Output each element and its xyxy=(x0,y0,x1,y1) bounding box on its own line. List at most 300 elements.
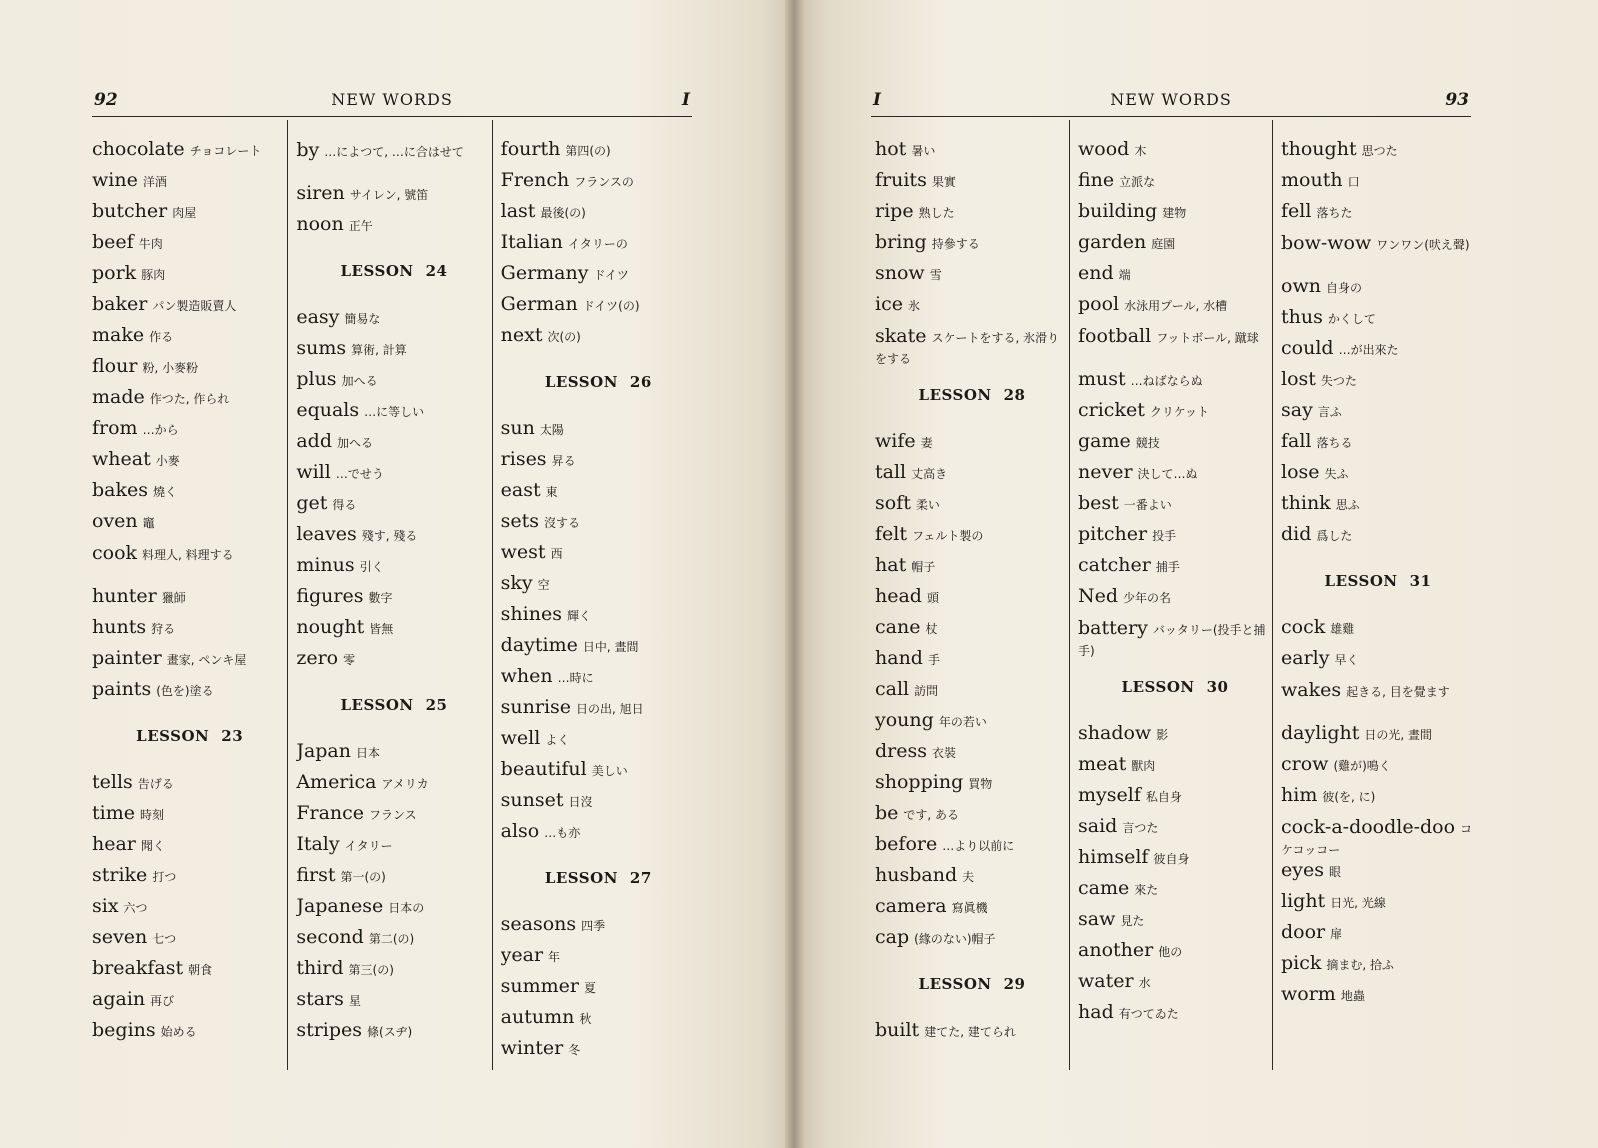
english-word: crow xyxy=(1281,753,1329,775)
vocab-entry xyxy=(1078,550,1272,581)
japanese-gloss: 失つた xyxy=(1320,374,1357,388)
vocab-entry xyxy=(1078,320,1272,364)
english-word: daytime xyxy=(500,634,578,656)
english-word: thus xyxy=(1281,306,1323,328)
english-word: never xyxy=(1078,461,1133,483)
japanese-gloss: スケートをする, 氷滑りをする xyxy=(875,331,1060,366)
vocab-entry xyxy=(92,984,287,1015)
japanese-gloss: 空 xyxy=(537,578,550,592)
left-page xyxy=(0,0,785,1148)
english-word: add xyxy=(296,430,332,452)
japanese-gloss: 星 xyxy=(348,994,361,1008)
vocab-entry xyxy=(1281,855,1475,886)
japanese-gloss: …も亦 xyxy=(544,826,581,840)
english-word: first xyxy=(296,864,336,886)
vocab-entry xyxy=(1281,364,1475,395)
english-word: light xyxy=(1281,890,1326,912)
japanese-gloss: …に等しい xyxy=(364,405,425,419)
english-word: lose xyxy=(1281,461,1320,483)
vocab-entry xyxy=(1078,457,1272,488)
japanese-gloss: フランス xyxy=(369,808,417,822)
japanese-gloss: 東 xyxy=(545,485,558,499)
japanese-gloss: 起きる, 目を覺ます xyxy=(1346,685,1450,699)
english-word: call xyxy=(875,678,910,700)
english-word: wine xyxy=(92,169,138,191)
english-word: think xyxy=(1281,492,1331,514)
japanese-gloss: 次(の) xyxy=(547,330,581,344)
english-word: shadow xyxy=(1078,722,1152,744)
vocab-entry xyxy=(875,519,1069,550)
english-word: eyes xyxy=(1281,859,1324,881)
english-word: football xyxy=(1078,325,1152,347)
japanese-gloss: 失ふ xyxy=(1324,467,1349,481)
english-word: wheat xyxy=(92,448,151,470)
japanese-gloss: 日中, 晝間 xyxy=(582,640,639,654)
vocab-entry xyxy=(296,922,491,953)
japanese-gloss: 牛肉 xyxy=(138,237,163,251)
vocab-entry xyxy=(296,1015,491,1046)
english-word: flour xyxy=(92,355,138,377)
japanese-gloss: …が出來た xyxy=(1338,343,1399,357)
japanese-gloss: 第三(の) xyxy=(348,963,394,977)
vocab-entry xyxy=(92,289,287,320)
vocab-entry xyxy=(92,891,287,922)
english-word: early xyxy=(1281,647,1330,669)
english-word: easy xyxy=(296,306,340,328)
english-word: pool xyxy=(1078,293,1120,315)
english-word: next xyxy=(500,324,543,346)
vocab-entry xyxy=(1281,395,1475,426)
japanese-gloss: 爲した xyxy=(1316,529,1353,543)
lesson-number: 25 xyxy=(425,696,448,714)
english-word: beautiful xyxy=(500,758,587,780)
vocab-entry xyxy=(501,568,696,599)
vocab-entry xyxy=(1078,258,1272,289)
vocab-entry xyxy=(501,289,696,320)
japanese-gloss: 自身の xyxy=(1325,281,1362,295)
english-word: garden xyxy=(1078,231,1147,253)
vocab-entry xyxy=(296,891,491,922)
english-word: figures xyxy=(296,585,364,607)
vocab-entry xyxy=(1078,780,1272,811)
vocab-entry xyxy=(1078,395,1272,426)
english-word: butcher xyxy=(92,200,168,222)
vocab-entry xyxy=(92,134,287,165)
vocab-entry xyxy=(296,178,491,209)
japanese-gloss: 打つ xyxy=(152,870,177,884)
japanese-gloss: 買物 xyxy=(968,777,993,791)
japanese-gloss: 小麥 xyxy=(155,454,180,468)
vocab-entry xyxy=(875,289,1069,320)
japanese-gloss: ワンワン(吠え聲) xyxy=(1376,238,1470,252)
word-columns xyxy=(867,120,1475,1070)
japanese-gloss: 熟した xyxy=(918,206,955,220)
vocab-entry xyxy=(1281,674,1475,718)
japanese-gloss: サイレン, 號笛 xyxy=(349,188,429,202)
word-column xyxy=(288,120,492,1070)
english-word: head xyxy=(875,585,922,607)
vocab-entry xyxy=(875,891,1069,922)
vocab-entry xyxy=(875,550,1069,581)
japanese-gloss: イタリー xyxy=(344,839,393,853)
vocab-entry xyxy=(1078,227,1272,258)
japanese-gloss: 決して…ぬ xyxy=(1137,467,1198,481)
vocab-entry xyxy=(1078,612,1272,656)
english-word: cock-a-doodle-doo xyxy=(1281,816,1456,838)
english-word: sets xyxy=(500,510,540,532)
japanese-gloss: 水 xyxy=(1138,976,1151,990)
word-column xyxy=(1273,120,1475,1070)
english-word: rises xyxy=(500,448,547,470)
english-word: game xyxy=(1078,430,1131,452)
vocab-entry xyxy=(875,612,1069,643)
japanese-gloss: …から xyxy=(142,423,179,437)
english-word: could xyxy=(1281,337,1334,359)
japanese-gloss: チョコレート xyxy=(189,144,262,158)
english-word: well xyxy=(500,727,541,749)
vocab-entry xyxy=(1078,873,1272,904)
japanese-gloss: 扉 xyxy=(1330,927,1343,941)
japanese-gloss: 日本 xyxy=(356,746,381,760)
vocab-entry xyxy=(296,395,491,426)
vocab-entry xyxy=(296,953,491,984)
vocab-entry xyxy=(875,643,1069,674)
vocab-entry xyxy=(296,134,491,178)
vocab-entry xyxy=(1078,966,1272,997)
word-column xyxy=(493,120,696,1070)
japanese-gloss: アメリカ xyxy=(381,777,429,791)
japanese-gloss: かくして xyxy=(1327,312,1376,326)
lesson-label: LESSON xyxy=(918,975,992,993)
japanese-gloss: です, ある xyxy=(903,808,960,822)
japanese-gloss: 引く xyxy=(359,560,384,574)
lesson-heading xyxy=(875,953,1069,1015)
vocab-entry xyxy=(875,798,1069,829)
english-word: hear xyxy=(92,833,136,855)
japanese-gloss: 雪 xyxy=(929,268,942,282)
english-word: again xyxy=(92,988,146,1010)
english-word: winter xyxy=(500,1037,564,1059)
japanese-gloss: 思つた xyxy=(1361,144,1398,158)
japanese-gloss: 日の光, 晝間 xyxy=(1364,728,1433,742)
english-word: will xyxy=(296,461,331,483)
english-word: him xyxy=(1281,784,1318,806)
page-header xyxy=(871,86,1471,117)
japanese-gloss: 氷 xyxy=(907,299,920,313)
english-word: sums xyxy=(296,337,347,359)
lesson-label: LESSON xyxy=(544,869,618,887)
japanese-gloss: 摘まむ, 拾ふ xyxy=(1326,958,1395,972)
english-word: oven xyxy=(92,510,138,532)
japanese-gloss: 帽子 xyxy=(911,560,936,574)
english-word: cook xyxy=(92,542,138,564)
vocab-entry xyxy=(92,351,287,382)
japanese-gloss: 少年の名 xyxy=(1123,591,1172,605)
english-word: begins xyxy=(92,1019,156,1041)
vocab-entry xyxy=(92,227,287,258)
lesson-number: 27 xyxy=(629,869,652,887)
english-word: fell xyxy=(1281,200,1312,222)
vocab-entry xyxy=(92,537,287,581)
japanese-gloss: 再び xyxy=(150,994,175,1008)
english-word: minus xyxy=(296,554,355,576)
japanese-gloss: (色を)塗る xyxy=(156,684,214,698)
english-word: said xyxy=(1078,815,1118,837)
japanese-gloss: 立派な xyxy=(1119,175,1156,189)
japanese-gloss: 肉屋 xyxy=(172,206,197,220)
lesson-heading xyxy=(296,674,491,736)
english-word: sunrise xyxy=(500,696,572,718)
vocab-entry xyxy=(296,860,491,891)
vocab-entry xyxy=(92,382,287,413)
vocab-entry xyxy=(501,537,696,568)
vocab-entry xyxy=(1281,718,1475,749)
vocab-entry xyxy=(1281,457,1475,488)
vocab-entry xyxy=(296,426,491,457)
japanese-gloss: フランスの xyxy=(574,175,634,189)
japanese-gloss: 雄雞 xyxy=(1330,622,1355,636)
vocab-entry xyxy=(1078,749,1272,780)
vocab-entry xyxy=(1281,780,1475,811)
japanese-gloss: 暑い xyxy=(911,144,936,158)
vocab-entry xyxy=(1078,581,1272,612)
english-word: wakes xyxy=(1281,679,1342,701)
english-word: pitcher xyxy=(1078,523,1148,545)
english-word: young xyxy=(875,709,934,731)
vocab-entry xyxy=(1078,997,1272,1028)
english-word: building xyxy=(1078,200,1158,222)
japanese-gloss: 皆無 xyxy=(369,622,394,636)
japanese-gloss: 一番よい xyxy=(1123,498,1172,512)
vocab-entry xyxy=(92,767,287,798)
vocab-entry xyxy=(92,506,287,537)
english-word: water xyxy=(1078,970,1134,992)
vocab-entry xyxy=(1281,333,1475,364)
english-word: west xyxy=(500,541,546,563)
lesson-number: 24 xyxy=(425,262,448,280)
page-title: NEW WORDS xyxy=(331,90,453,109)
japanese-gloss: …によつて, …に合はせて xyxy=(324,145,464,159)
english-word: cock xyxy=(1281,616,1326,638)
vocab-entry xyxy=(296,364,491,395)
japanese-gloss: 落ちた xyxy=(1316,206,1353,220)
vocab-entry xyxy=(1281,979,1475,1010)
japanese-gloss: 簡易な xyxy=(344,312,381,326)
vocab-entry xyxy=(1078,935,1272,966)
vocab-entry xyxy=(501,444,696,475)
english-word: mouth xyxy=(1281,169,1343,191)
english-word: get xyxy=(296,492,328,514)
japanese-gloss: 競技 xyxy=(1135,436,1160,450)
english-word: built xyxy=(875,1019,920,1041)
vocab-entry xyxy=(92,165,287,196)
lesson-heading xyxy=(296,240,491,302)
japanese-gloss: (緣のない)帽子 xyxy=(914,932,996,946)
vocab-entry xyxy=(1281,612,1475,643)
english-word: painter xyxy=(92,647,162,669)
japanese-gloss: 柔い xyxy=(915,498,940,512)
japanese-gloss: …でせう xyxy=(335,467,384,481)
japanese-gloss: ドイツ xyxy=(593,268,629,282)
english-word: Ned xyxy=(1078,585,1119,607)
english-word: hunter xyxy=(92,585,157,607)
vocab-entry xyxy=(92,953,287,984)
english-word: cap xyxy=(875,926,910,948)
vocab-entry xyxy=(501,909,696,940)
vocab-entry xyxy=(501,971,696,1002)
lesson-number: 26 xyxy=(629,373,652,391)
vocab-entry xyxy=(501,1033,696,1064)
vocab-entry xyxy=(501,506,696,537)
vocab-entry xyxy=(501,165,696,196)
english-word: cricket xyxy=(1078,399,1145,421)
vocab-entry xyxy=(296,643,491,674)
japanese-gloss: 作る xyxy=(149,330,174,344)
vocab-entry xyxy=(1281,519,1475,550)
japanese-gloss: 口 xyxy=(1347,175,1360,189)
english-word: stripes xyxy=(296,1019,363,1041)
lesson-label: LESSON xyxy=(340,696,414,714)
english-word: equals xyxy=(296,399,360,421)
lesson-number: 31 xyxy=(1409,572,1432,590)
japanese-gloss: 持參する xyxy=(931,237,980,251)
vocab-entry xyxy=(875,767,1069,798)
lesson-label: LESSON xyxy=(1121,678,1195,696)
english-word: also xyxy=(500,820,540,842)
english-word: France xyxy=(296,802,365,824)
vocab-entry xyxy=(1281,196,1475,227)
english-word: tall xyxy=(875,461,907,483)
english-word: strike xyxy=(92,864,148,886)
japanese-gloss: 太陽 xyxy=(539,423,564,437)
english-word: Japan xyxy=(296,740,351,762)
vocab-entry xyxy=(1281,749,1475,780)
japanese-gloss: 狩る xyxy=(151,622,176,636)
word-columns xyxy=(84,120,696,1070)
vocab-entry xyxy=(875,705,1069,736)
lesson-label: LESSON xyxy=(340,262,414,280)
vocab-entry xyxy=(296,798,491,829)
japanese-gloss: 告げる xyxy=(137,777,174,791)
vocab-entry xyxy=(875,1015,1069,1046)
japanese-gloss: 頭 xyxy=(926,591,939,605)
english-word: beef xyxy=(92,231,134,253)
vocab-entry xyxy=(875,922,1069,953)
english-word: lost xyxy=(1281,368,1316,390)
vocab-entry xyxy=(875,426,1069,457)
vocab-entry xyxy=(296,550,491,581)
english-word: chocolate xyxy=(92,138,185,160)
japanese-gloss: 建てた, 建てられ xyxy=(924,1025,1016,1039)
japanese-gloss: 夏 xyxy=(584,981,597,995)
japanese-gloss: 畫家, ペンキ屋 xyxy=(166,653,247,667)
english-word: sunset xyxy=(500,789,564,811)
japanese-gloss: ドイツ(の) xyxy=(582,299,640,313)
english-word: nought xyxy=(296,616,365,638)
vocab-entry xyxy=(1078,519,1272,550)
vocab-entry xyxy=(1078,134,1272,165)
vocab-entry xyxy=(1281,643,1475,674)
vocab-entry xyxy=(875,488,1069,519)
japanese-gloss: イタリーの xyxy=(567,237,628,251)
japanese-gloss: 影 xyxy=(1156,728,1169,742)
japanese-gloss: 妻 xyxy=(920,436,933,450)
vocab-entry xyxy=(875,196,1069,227)
english-word: best xyxy=(1078,492,1119,514)
lesson-heading xyxy=(1281,550,1475,612)
japanese-gloss: 沒する xyxy=(544,516,581,530)
vocab-entry xyxy=(1281,134,1475,165)
vocab-entry xyxy=(501,630,696,661)
english-word: daylight xyxy=(1281,722,1360,744)
english-word: time xyxy=(92,802,135,824)
english-word: make xyxy=(92,324,145,346)
english-word: siren xyxy=(296,182,345,204)
japanese-gloss: 夫 xyxy=(962,870,975,884)
vocab-entry xyxy=(875,860,1069,891)
english-word: Italian xyxy=(500,231,563,253)
vocab-entry xyxy=(296,488,491,519)
japanese-gloss: 數字 xyxy=(368,591,393,605)
vocab-entry xyxy=(1281,165,1475,196)
english-word: hat xyxy=(875,554,907,576)
english-word: year xyxy=(500,944,544,966)
japanese-gloss: 冬 xyxy=(568,1043,581,1057)
japanese-gloss: 獵師 xyxy=(161,591,186,605)
english-word: when xyxy=(500,665,553,687)
vocab-entry xyxy=(1281,227,1475,271)
vocab-entry xyxy=(501,661,696,692)
japanese-gloss: 日の出, 旭日 xyxy=(576,702,644,716)
english-word: door xyxy=(1281,921,1326,943)
english-word: bakes xyxy=(92,479,148,501)
japanese-gloss: 燒く xyxy=(153,485,178,499)
english-word: leaves xyxy=(296,523,357,545)
japanese-gloss: パン製造販賣人 xyxy=(152,299,237,313)
english-word: America xyxy=(296,771,377,793)
english-word: came xyxy=(1078,877,1130,899)
vocab-entry xyxy=(1281,886,1475,917)
japanese-gloss: …時に xyxy=(557,671,594,685)
japanese-gloss: 早く xyxy=(1334,653,1359,667)
japanese-gloss: 丈高き xyxy=(911,467,948,481)
english-word: summer xyxy=(500,975,580,997)
lesson-number: 30 xyxy=(1206,678,1229,696)
english-word: hand xyxy=(875,647,923,669)
page-number: 93 xyxy=(1445,90,1469,110)
english-word: had xyxy=(1078,1001,1114,1023)
japanese-gloss: 寫眞機 xyxy=(951,901,988,915)
japanese-gloss: 作つた, 作られ xyxy=(149,392,230,406)
vocab-entry xyxy=(501,320,696,351)
japanese-gloss: 地蟲 xyxy=(1340,989,1365,1003)
vocab-entry xyxy=(92,860,287,891)
english-word: last xyxy=(500,200,536,222)
vocab-entry xyxy=(1281,302,1475,333)
vocab-entry xyxy=(875,736,1069,767)
vocab-entry xyxy=(296,457,491,488)
english-word: worm xyxy=(1281,983,1336,1005)
english-word: sky xyxy=(500,572,533,594)
japanese-gloss: 豚肉 xyxy=(141,268,166,282)
japanese-gloss: 木 xyxy=(1134,144,1147,158)
vocab-entry xyxy=(501,940,696,971)
japanese-gloss: 朝食 xyxy=(188,963,213,977)
vocab-entry xyxy=(501,692,696,723)
vocab-entry xyxy=(1078,904,1272,935)
vocab-entry xyxy=(875,320,1069,364)
japanese-gloss: 加へる xyxy=(336,436,373,450)
